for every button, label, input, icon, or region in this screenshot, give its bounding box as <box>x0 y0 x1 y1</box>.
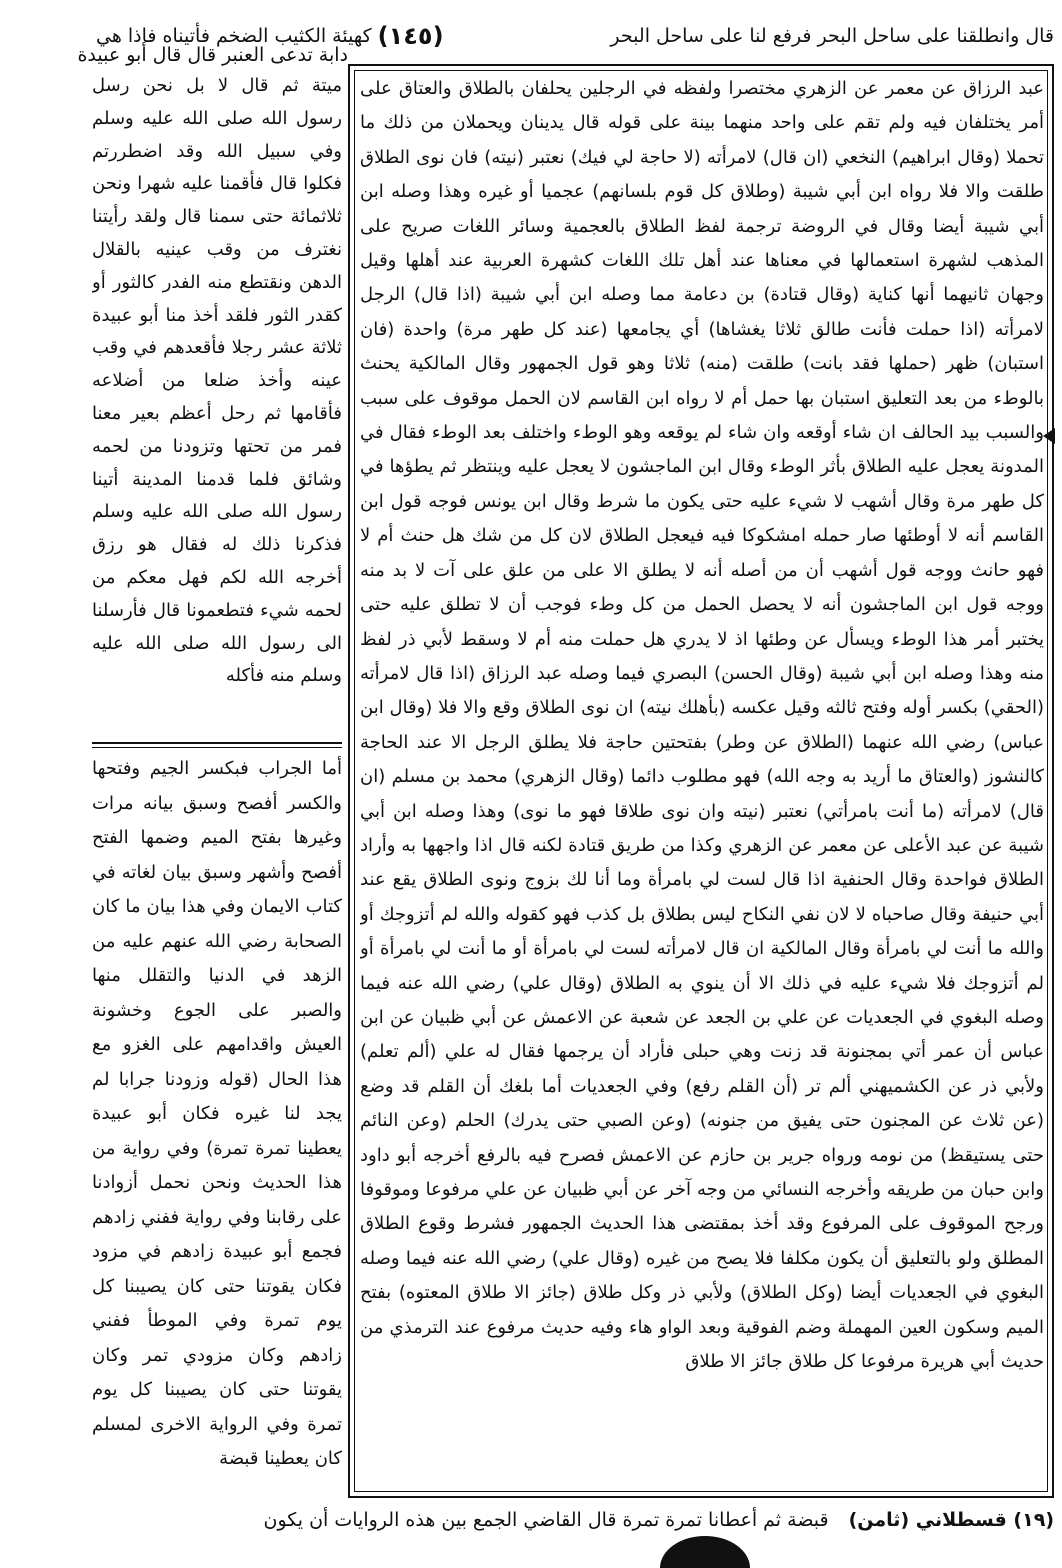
margin-separator <box>92 742 342 744</box>
ink-blot <box>660 1536 750 1568</box>
page-footer <box>96 1500 1054 1540</box>
signature-mark: (١٩) قسطلاني (ثامن) <box>848 1509 1054 1531</box>
margin-arrow-icon <box>1043 428 1055 444</box>
margin-text-bottom: أما الجراب فبكسر الجيم وفتحها والكسر أفصح وسبق بيانه مرات وغيرها بفتح الميم وضمها الفتح أفصح وأشهر وسبق بيان لغاته في كتاب الايمان وفي هذا بيان ما كان الصحابة رضي الله عنهم عليه من الزهد في الدنيا والتقلل منها والصبر على الجوع وخشونة العيش واقدامهم على الغزو مع هذا الحال (قوله وزودنا جرابا لم يجد لنا غيره فكان أبو عبيدة يعطينا تمرة تمرة) وفي رواية من هذا الحديث ونحن نحمل أزوادنا على رقابنا وفي رواية ففني زادهم فجمع أبو عبيدة زادهم في مزود فكان يقوتنا حتى كان يصيبنا كل يوم تمرة وفي الموطأ ففني زادهم وكان مزودي تمر وكان يقوتنا حتى كان يصيبنا كل يوم تمرة وفي الرواية الاخرى لمسلم كان يعطينا قبضة <box>92 758 342 1469</box>
page-number: (١٤٥) <box>377 22 444 50</box>
margin-text-top: ميتة ثم قال لا بل نحن رسل رسول الله صلى الله عليه وسلم وفي سبيل الله وقد اضطررتم فكلوا قال فأقمنا عليه شهرا ونحن ثلاثمائة حتى سمنا قال ولقد رأيتنا نغترف من وقب عينيه بالقلال الدهن ونقتطع منه الفدر كالثور أو كقدر الثور فلقد أخذ منا أبو عبيدة ثلاثة عشر رجلا فأقعدهم في وقب عينه وأخذ ضلعا من أضلاعه فأقامها ثم رحل أعظم بعير معنا فمر من تحتها وتزودنا من لحمه وشائق فلما قدمنا المدينة أتينا رسول الله صلى الله عليه وسلم فذكرنا ذلك له فقال هو رزق أخرجه الله لكم فهل معكم من لحمه شيء فتطعمونا قال فأرسلنا الى رسول الله صلى الله عليه وسلم منه فأكله <box>92 75 342 687</box>
header-left-text: كهيئة الكثيب الضخم فأتيناه فاذا هي <box>96 25 372 47</box>
margin-first-line: دابة تدعى العنبر قال قال أبو عبيدة <box>77 44 348 66</box>
main-paragraph: عبد الرزاق عن معمر عن الزهري مختصرا ولفظه في الرجلين يحلفان بالطلاق والعتاق على أمر يختلفان فيه ولم تقم على واحد منهما بينة على قوله قال يدينان ويحملان من ذلك ما تحملا (وقال ابراهيم) النخعي (ان قال) لامرأته (لا حاجة لي فيك) نعتبر (نيته) فان نوى الطلاق طلقت والا فلا رواه ابن أبي شيبة (وطلاق كل قوم بلسانهم) عجميا أو غيره وهذا وصله ابن أبي شيبة أيضا وقال في الروضة ترجمة لفظ الطلاق بالعجمية وسائر اللغات صريح على المذهب لشهرة استعمالها في معناها عند أهل تلك اللغات كشهرة العربية عند أهلها وقيل وجهان ثانيهما أنها كناية (وقال قتادة) بن دعامة مما وصله ابن أبي شيبة (اذا قال) الرجل لامرأته (اذا حملت فأنت طالق ثلاثا يغشاها) أي يجامعها (عند كل طهر مرة) واحدة (فان استبان) ظهر (حملها فقد بانت) طلقت (منه) ثلاثا وهو قول الجمهور وقال المالكية يحنث بالوطء من بعد التعليق استبان بها حمل أم لا رواه ابن القاسم لان الحمل موقوف على سبب والسبب بيد الحالف ان شاء أوقعه وان شاء لم يوقعه وهو الوطء واختلف بعد الوطء فقال في المدونة يعجل عليه الطلاق بأثر الوطء وقال ابن الماجشون لا يعجل عليه وينتظر ثم يطؤها في كل طهر مرة وقال أشهب لا شيء عليه حتى يكون ما شرط وقال ابن يونس فوجه قول ابن القاسم أنه لا أوطئها صار حمله امشكوكا فيه فيعجل الطلاق لان كل من شك هل حنث أم لا فهو حانث ووجه قول أشهب أن من أصله أنه لا يطلق الا على من علق على آت لا بد منه ووجه قول ابن الماجشون أنه لا يحصل الحمل من كل وطء فوجب أن لا تطلق عليه حتى يختبر أمر هذا الوطء ويسأل عن وطئها اذ لا يدري هل حملت منه أم لا وسقط لأبي ذر لفظ منه وهذا وصله ابن أبي شيبة (وقال الحسن) البصري فيما وصله عبد الرزاق (اذا قال لامرأته (الحقي) بكسر أوله وفتح ثالثه وقيل عكسه (بأهلك نيته) ان نوى الطلاق وقع والا فلا (وقال ابن عباس) رضي الله عنهما (الطلاق عن وطر) بفتحتين حاجة فلا يطلق الرجل الا عند الحاجة كالنشوز (والعتاق ما أريد به وجه الله) فهو مطلوب دائما (وقال الزهري) محمد بن مسلم (ان قال) لامرأته (ما أنت بامرأتي) نعتبر (نيته وان نوى طلاقا فهو ما نوى) وهذا وصله ابن أبي شيبة عن عبد الأعلى عن معمر عن الزهري وكذا من طريق قتادة لكنه قال اذا واجهها به وأراد الطلاق فواحدة وقال الحنفية اذا قال لست لي بامرأة وما أنا لك بزوج ونوى الطلاق يقع عند أبي حنيفة وقال صاحباه لا لان نفي النكاح ليس بطلاق بل كذب فهو كقوله والله لم أتزوجك أو والله ما أنت لي بامرأة وقال المالكية ان قال لامرأته لست لي بامرأة أو ما أنت لي بامرأة أو لم أتزوجك فلا شيء عليه في ذلك الا أن ينوي به الطلاق (وقال علي) رضي الله عنه فيما وصله البغوي في الجعديات عن علي بن الجعد عن شعبة عن الاعمش عن أبي ظبيان عن ابن عباس أن عمر أتي بمجنونة قد زنت وهي حبلى فأراد أن يرجمها فقال له علي (ألم تعلم) ولأبي ذر عن الكشميهني ألم تر (أن القلم رفع) وفي الجعديات أما بلغك أن القلم قد وضع (عن ثلاث عن المجنون حتى يفيق من جنونه) (وعن الصبي حتى يدرك) الحلم (وعن النائم حتى يستيقظ) من نومه ورواه جرير بن حازم عن الاعمش فصرح فيه بالرفع أخرجه أبو داود وابن حبان من طريقه وأخرجه النسائي من وجه آخر عن أبي ظبيان عن علي مرفوعا وموقوفا ورجح الموقوف على المرفوع وقد أخذ بمقتضى هذا الحديث الجمهور فشرط وقوع الطلاق المطلق ولو بالتعليق أن يكون مكلفا فلا يصح من غيره (وقال علي) رضي الله عنه فيما وصله البغوي في الجعديات أيضا (وكل الطلاق) ولأبي ذر وكل طلاق (جائز الا طلاق المعتوه) بفتح الميم وسكون العين المهملة وضم الفوقية وبعد الواو هاء وفيه حديث مرفوع عند الترمذي من حديث أبي هريرة مرفوعا كل طلاق جائز الا طلاق <box>360 78 1044 1373</box>
main-commentary-text <box>360 72 1044 1492</box>
header-right-text: قال وانطلقنا على ساحل البحر فرفع لنا على ساحل البحر <box>610 25 1054 47</box>
footer-continuation: قبضة ثم أعطانا تمرة تمرة قال القاضي الجمع بين هذه الروايات أن يكون <box>263 1509 829 1531</box>
